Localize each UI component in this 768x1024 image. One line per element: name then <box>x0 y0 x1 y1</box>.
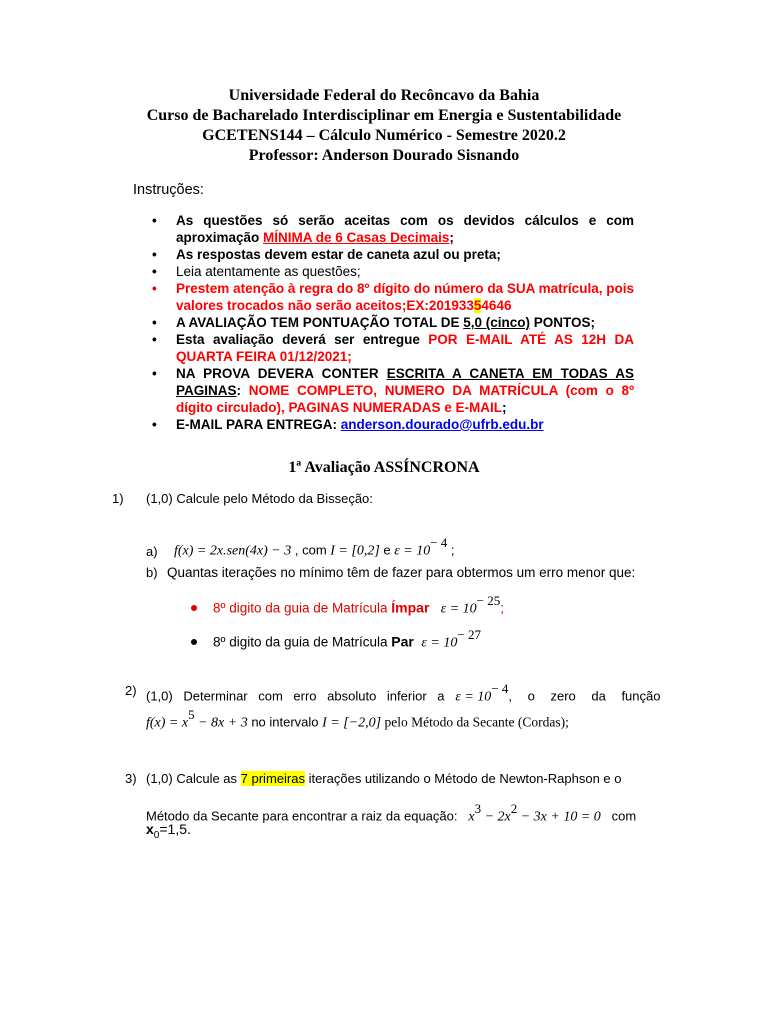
epsilon-exponent: − 4 <box>430 535 448 550</box>
epsilon-expression: ε = 10 <box>455 689 492 705</box>
initial-value-var: x <box>146 821 154 837</box>
bullet-icon <box>191 639 197 645</box>
question-3-text-c: Método da Secante para encontrar a raiz da equação: <box>146 808 458 824</box>
initial-value: =1,5. <box>159 821 191 837</box>
instruction-end: PONTOS; <box>530 315 596 330</box>
question-2-text-b: , o zero da função <box>508 688 661 704</box>
equation-part-c: − 3x + 10 = 0 <box>517 809 601 825</box>
instruction-item <box>148 365 634 416</box>
question-2-mid: no intervalo <box>247 714 323 730</box>
question-2-text: (1,0) Determinar com erro absoluto inferior a <box>146 688 445 704</box>
instruction-text: As respostas devem estar de caneta azul ou preta; <box>176 247 501 262</box>
even-label: Par <box>391 633 414 650</box>
instructions-label: Instruções: <box>133 182 204 198</box>
instruction-text: NA PROVA DEVERA CONTER <box>176 366 387 381</box>
question-3-number: 3) <box>125 771 137 786</box>
instruction-item <box>148 263 634 280</box>
instruction-item <box>148 212 634 246</box>
equation-expression: x <box>468 809 475 825</box>
function-exponent: 5 <box>188 707 195 722</box>
instruction-item <box>148 416 634 433</box>
section-title: 1ª Avaliação ASSÍNCRONA <box>288 459 480 476</box>
epsilon-expression: ε = 10 <box>394 543 431 559</box>
question-1a-mid: , com <box>291 542 331 558</box>
professor-line: Professor: Anderson Dourado Sisnando <box>248 147 520 164</box>
instruction-text: A AVALIAÇÃO TEM PONTUAÇÃO TOTAL DE <box>176 315 464 330</box>
initial-value-subscript: 0 <box>153 829 160 841</box>
odd-label: Ímpar <box>391 599 430 616</box>
question-1b-label: b) <box>146 565 158 580</box>
even-digit-text: 8º digito da guia de Matrícula <box>213 634 392 650</box>
question-2-line-2 <box>146 708 569 732</box>
instruction-item <box>148 280 634 314</box>
required-items: NOME COMPLETO, NUMERO DA MATRÍCULA (com o 8º dígito circulado), PAGINAS NUMERADAS e E-MAIL <box>176 383 634 415</box>
instructions-list <box>148 212 634 433</box>
question-2-line-1 <box>146 681 661 706</box>
question-1a-label: a) <box>146 544 158 559</box>
instruction-underlined: ESCRITA A CANETA EM TODAS AS PAGINAS <box>176 366 634 398</box>
question-3-line-3 <box>146 820 191 845</box>
question-1-number: 1) <box>112 491 124 506</box>
function-expression: f(x) = x <box>146 715 189 731</box>
document-header <box>0 86 768 166</box>
function-rest: − 8x + 3 <box>194 715 248 731</box>
question-2-number: 2) <box>125 683 137 698</box>
odd-epsilon: ε = 10 <box>440 601 477 617</box>
question-2-end: pelo Método da Secante (Cordas); <box>381 714 569 730</box>
instruction-end: 4646 <box>481 298 512 313</box>
equation-part-b: − 2x <box>481 809 511 825</box>
instruction-end: ; <box>449 230 454 245</box>
interval-expression: I = [−2,0] <box>322 715 382 731</box>
instruction-colon: : <box>236 383 249 398</box>
even-exponent: − 27 <box>457 627 481 642</box>
discipline-line: GCETENS144 – Cálculo Numérico - Semestre 2020.2 <box>202 127 566 144</box>
question-3-line-2 <box>146 802 636 826</box>
instruction-end: ; <box>502 400 507 415</box>
instruction-text: Prestem atenção à regra do 8º dígito do número da SUA matrícula, pois valores trocados não serão aceitos;EX:201933 <box>176 281 634 313</box>
instruction-highlight: MÍNIMA de 6 Casas Decimais <box>263 230 450 245</box>
instruction-text: As questões só serão aceitas com os devidos cálculos e com aproximação <box>176 213 634 245</box>
question-1a-end: ; <box>447 542 455 558</box>
instruction-item <box>148 246 634 263</box>
instruction-text: E-MAIL PARA ENTREGA: <box>176 417 341 432</box>
equation-exponent-2: 2 <box>510 801 518 816</box>
instruction-item <box>148 314 634 331</box>
odd-digit-text: 8º digito da guia de Matrícula <box>213 600 392 616</box>
highlighted-iterations: 7 primeiras <box>240 771 305 786</box>
bullet-icon <box>191 605 197 611</box>
question-1a-and: e <box>379 542 395 558</box>
even-epsilon: ε = 10 <box>421 635 458 651</box>
question-3-line-1 <box>146 770 621 788</box>
instruction-text: Esta avaliação deverá ser entregue <box>176 332 429 347</box>
highlighted-digit: 5 <box>473 298 482 313</box>
instruction-item <box>148 331 634 365</box>
question-3-text-b: iterações utilizando o Método de Newton-Raphson e o <box>304 771 622 786</box>
odd-digit-item <box>191 594 504 619</box>
epsilon-exponent: − 4 <box>491 681 509 696</box>
total-score: 5,0 (cinco) <box>463 315 531 330</box>
odd-exponent: − 25 <box>476 593 501 608</box>
question-3-with: com <box>611 808 637 824</box>
question-3-text: (1,0) Calcule as <box>146 771 241 786</box>
function-expression: f(x) = 2x.sen(4x) − 3 <box>174 543 292 559</box>
even-digit-item <box>191 628 481 653</box>
question-1-text: (1,0) Calcule pelo Método da Bisseção: <box>146 491 373 506</box>
deadline: POR E-MAIL ATÉ AS 12H DA QUARTA FEIRA 01/12/2021; <box>176 332 634 364</box>
instruction-text: Leia atentamente as questões; <box>176 264 361 279</box>
university-name: Universidade Federal do Recôncavo da Bahia <box>228 87 540 104</box>
question-1a-content <box>174 536 455 560</box>
odd-end: ; <box>500 600 505 616</box>
interval-expression: I = [0,2] <box>330 543 380 559</box>
email-link[interactable]: anderson.dourado@ufrb.edu.br <box>340 417 544 432</box>
course-name: Curso de Bacharelado Interdisciplinar em Energia e Sustentabilidade <box>146 107 622 124</box>
equation-exponent-1: 3 <box>474 801 482 816</box>
question-1b-text: Quantas iterações no mínimo têm de fazer para obtermos um erro menor que: <box>167 565 636 580</box>
